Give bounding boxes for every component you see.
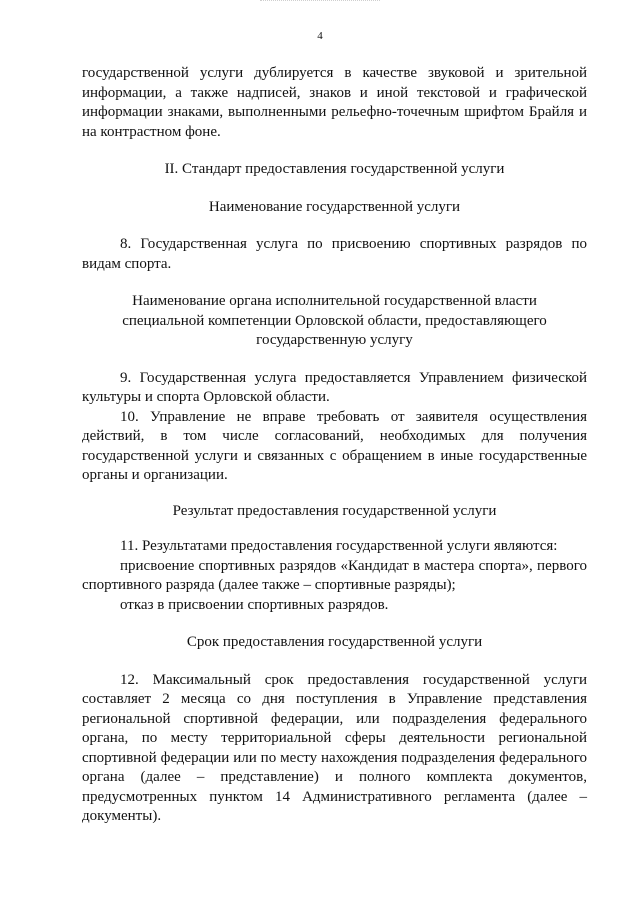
paragraph-8: 8. Государственная услуга по присвоению спортивных разрядов по видам спорта. [82,236,587,272]
heading-service-name: Наименование государственной услуги [208,198,461,215]
document-body [82,64,587,827]
paragraph-9: 9. Государственная услуга предоставляется Управлением физической культуры и спорта Орловской области. [82,369,587,405]
paragraph-10: 10. Управление не вправе требовать от заявителя осуществления действий, в том числе согласований, необходимых для получения государственной услуги и связанных с обращением в иные государственные органы и организации. [82,408,587,483]
paragraph-intro: государственной услуги дублируется в качестве звуковой и зрительной информации, а также надписей, знаков и иной текстовой и графической информации знаками, выполненными рельефно-точечным шрифтом Брайля и на контрастном фоне. [82,65,587,140]
scan-artifact [260,0,380,4]
heading-term: Срок предоставления государственной услуги [186,634,483,650]
paragraph-12: 12. Максимальный срок предоставления государственной услуги составляет 2 месяца со дня поступления в Управление представления региональной спортивной федерации, или подразделения федерального органа, по месту территориальной сферы деятельности региональной спортивной федерации или по месту нахождения подразделения федерального органа (далее – представление) и полного комплекта документов, предусмотренных пунктом 14 Административного регламента (далее – документы). [82,671,587,824]
paragraph-11: 11. Результатами предоставления государственной услуги являются: [120,538,558,554]
paragraph-11-item-a: присвоение спортивных разрядов «Кандидат в мастера спорта», первого спортивного разряда (далее также – спортивные разряды); [82,557,587,593]
paragraph-11-item-b: отказ в присвоении спортивных разрядов. [120,596,389,613]
page-number: 4 [317,30,323,42]
heading-authority-name: Наименование органа исполнительной государственной власти специальной компетенции Орловской области, предоставляющего государственную услугу [122,293,547,348]
heading-result: Результат предоставления государственной услуги [172,502,497,519]
section-title: II. Стандарт предоставления государственной услуги [164,161,505,177]
